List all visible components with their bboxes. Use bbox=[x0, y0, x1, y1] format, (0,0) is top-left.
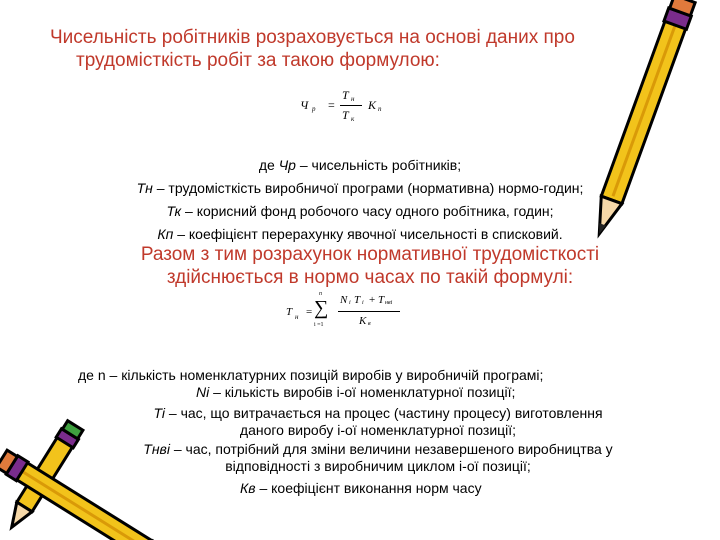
heading-1-line-2: трудомісткість робіт за такою формулою: bbox=[76, 50, 440, 71]
formula-2-num-t2: T bbox=[378, 294, 385, 306]
formula-2-num-t2-sub: нві bbox=[385, 300, 393, 306]
definition-n: де n – кількість номенклатурних позицій виробів у виробничій програмі; bbox=[78, 367, 544, 383]
formula-2-equals: = bbox=[306, 306, 313, 318]
formula-2-den-sub: в bbox=[368, 321, 371, 327]
formula-1-multiplier: К bbox=[368, 98, 376, 112]
definition-tnvi: Тнві – час, потрібний для зміни величини незавершеного виробництва у відповідності з виробничим циклом і-ої позиції; bbox=[143, 441, 613, 474]
heading-1-line-1: Чисельність робітників розраховується на основі даних про bbox=[50, 27, 575, 48]
definition-tn: Тн – трудомісткість виробничої програми (нормативна) нормо-годин; bbox=[136, 180, 584, 196]
formula-2-sum-bottom: i =1 bbox=[314, 322, 324, 328]
symbol-tk: Тк bbox=[166, 203, 182, 219]
formula-2 bbox=[286, 290, 416, 340]
formula-1-multiplier-sub: п bbox=[378, 105, 382, 113]
symbol-ni: Ni bbox=[196, 384, 210, 400]
formula-1 bbox=[300, 86, 420, 136]
formula-2-lhs: Т bbox=[286, 306, 293, 318]
formula-1-equals: = bbox=[328, 98, 335, 112]
symbol-ti: Ti bbox=[153, 405, 165, 421]
formula-2-num-t-sub: i bbox=[362, 300, 364, 306]
heading-2 bbox=[80, 243, 660, 289]
symbol-tn: Тн bbox=[136, 180, 153, 196]
formula-2-sum-top: n bbox=[319, 291, 322, 297]
formula-2-den: K bbox=[359, 315, 367, 327]
definition-kv: Кв – коефіцієнт виконання норм часу bbox=[240, 480, 482, 496]
formula-1-numerator: Т bbox=[342, 88, 349, 102]
definition-ni: Ni – кількість виробів і-ої номенклатурної позиції; bbox=[196, 384, 516, 400]
heading-2-line-2: здійснюється в нормо часах по такій формулі: bbox=[166, 267, 574, 288]
formula-2-plus: + bbox=[369, 294, 376, 306]
definitions-1 bbox=[40, 157, 680, 243]
formula-2-fraction-bar bbox=[338, 311, 400, 312]
symbol-chr: Чр bbox=[278, 157, 296, 173]
formula-1-lhs-sub: р bbox=[312, 105, 316, 113]
formula-1-numerator-sub: н bbox=[351, 95, 355, 103]
heading-2-line-1: Разом з тим розрахунок нормативної трудомісткості bbox=[140, 244, 600, 265]
formula-1-denominator: Т bbox=[342, 108, 349, 122]
symbol-kv: Кв bbox=[240, 480, 256, 496]
definition-chr: де Чр – чисельність робітників; bbox=[258, 157, 462, 173]
definition-kp: Кп – коефіцієнт перерахунку явочної чисельності в списковий. bbox=[157, 226, 563, 242]
heading-1 bbox=[50, 26, 630, 72]
formula-2-num-n-sub: i bbox=[349, 300, 351, 306]
formula-2-lhs-sub: н bbox=[295, 313, 299, 321]
formula-2-num-t: T bbox=[354, 294, 361, 306]
symbol-kp: Кп bbox=[157, 226, 174, 242]
definition-tk: Тк – корисний фонд робочого часу одного робітника, годин; bbox=[166, 203, 554, 219]
formula-1-fraction-bar bbox=[340, 105, 362, 106]
definition-ti: Ti – час, що витрачається на процес (частину процесу) виготовлення даного виробу і-ої номенклатурної позиції; bbox=[153, 405, 603, 438]
formula-2-sum-sign: ∑ bbox=[314, 297, 329, 319]
formula-2-num-n: N bbox=[340, 294, 348, 306]
formula-1-denominator-sub: к bbox=[351, 115, 355, 123]
symbol-tnvi: Тнві bbox=[143, 441, 170, 457]
formula-1-lhs: Ч bbox=[300, 98, 309, 112]
